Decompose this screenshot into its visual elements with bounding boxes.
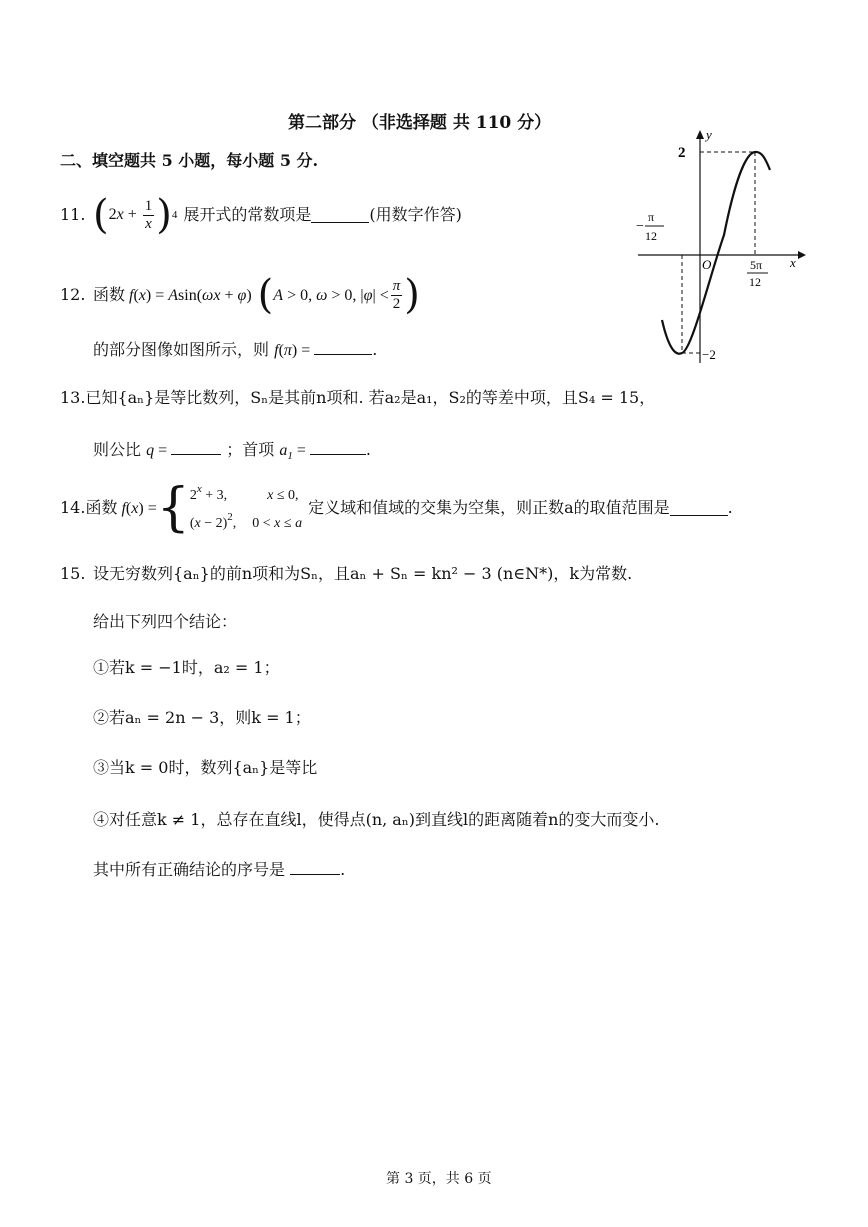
q13-line1: 已知{aₙ}是等比数列，Sₙ是其前n项和. 若a₂是a₁，S₂的等差中项，且S₄ = 15， [85, 388, 656, 407]
q12-blank [314, 340, 372, 355]
left-tick-sign: − [636, 219, 644, 234]
q11-blank [311, 208, 369, 223]
right-tick-num: 5π [750, 258, 763, 272]
q11-text: 展开式的常数项是 [183, 205, 312, 224]
right-tick-den: 12 [749, 275, 761, 289]
section-title: 二、填空题共 5 小题，每小题 5 分. [60, 151, 319, 170]
q11-number: 11. [60, 205, 86, 224]
q15-intro: 给出下列四个结论： [93, 612, 238, 631]
left-tick-num: π [648, 210, 655, 224]
question-12-cont: 的部分图像如图所示，则 f(π) = . [93, 340, 378, 359]
question-12: 12. 函数 f(x) = Asin(ωx + φ) ( A > 0, ω > 0, |φ| < $\frac{\pi}{2}$ ) [60, 272, 420, 318]
q14-text: 定义域和值域的交集为空集，则正数a的取值范围是 [308, 498, 670, 517]
sine-curve [662, 152, 770, 354]
x-axis-label: x [790, 255, 796, 270]
q15-conclusion-4: ④对任意k ≠ 1，总存在直线l，使得点(n, aₙ)到直线l的距离随着n的变大而变小. [93, 810, 660, 829]
q15-blank [290, 860, 340, 875]
q14-number: 14. [60, 498, 86, 517]
question-14: 14. 函数 f(x) = { $2^x + 3$, x ≤ 0, $(x - 2)^2$, 0 < x ≤ a 定义域和值域的交集为空集，则正数a的取值范围是 . [60, 478, 733, 538]
y-max-label: 2 [678, 145, 686, 161]
q15-number: 15. [60, 564, 86, 583]
q13-line2b: ；首项 [226, 440, 275, 459]
q14-lead: 函数 [85, 498, 118, 517]
question-15 [60, 566, 632, 582]
q13-line2a: 则公比 [93, 440, 142, 459]
question-13 [60, 390, 655, 406]
q12-number: 12. [60, 285, 86, 304]
q14-blank [670, 501, 728, 516]
q15-conclusion-2: ②若aₙ = 2n − 3，则k = 1； [93, 708, 311, 727]
q15-ask-text: 其中所有正确结论的序号是 [93, 860, 286, 879]
y-axis-label: y [706, 127, 712, 142]
part-title: 第二部分 （非选择题 共 110 分） [288, 113, 552, 133]
q15-conclusion-3: ③当k = 0时，数列{aₙ}是等比 [93, 758, 318, 777]
question-13-line2: 则公比 q = ；首项 $a_1$ = . [93, 440, 371, 462]
question-11: 11. ( 2 x + $\frac{1}{x}$ ) 4 展开式的常数项是 (用数字作答) [60, 192, 462, 238]
page-footer: 第 3 页，共 6 页 [386, 1171, 492, 1187]
left-tick-den: 12 [645, 229, 657, 243]
q11-note: (用数字作答) [369, 205, 462, 224]
y-axis-arrow [696, 130, 704, 139]
q13-blank-a1 [310, 440, 366, 455]
sine-graph [630, 125, 810, 370]
q13-number: 13. [60, 388, 86, 407]
x-axis-arrow [798, 251, 806, 259]
q15-stem: 设无穷数列{aₙ}的前n项和为Sₙ，且aₙ + Sₙ = kn² − 3 (n∈N*)，k为常数. [93, 564, 633, 583]
q13-blank-q [171, 440, 221, 455]
q12-lead: 函数 [93, 285, 126, 304]
q12-cont: 的部分图像如图所示，则 [93, 340, 270, 359]
y-min-label: −2 [702, 347, 716, 362]
q15-ask: 其中所有正确结论的序号是 . [93, 860, 346, 879]
q15-conclusion-1: ①若k = −1时，a₂ = 1； [93, 658, 280, 677]
origin-label: O [702, 257, 712, 272]
